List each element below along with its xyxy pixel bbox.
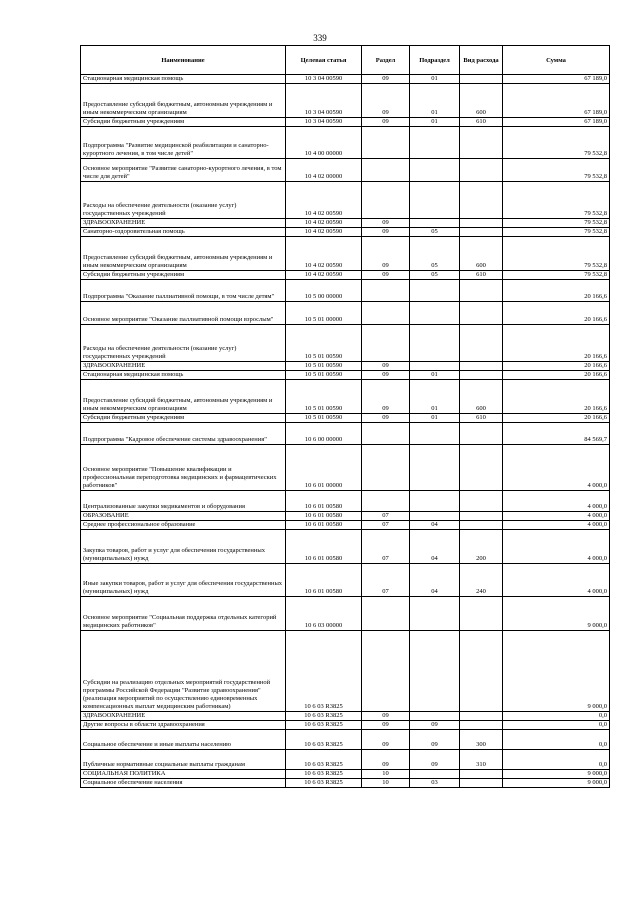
table-row — [81, 271, 610, 280]
cell-subsection — [410, 770, 460, 779]
table-row — [81, 423, 610, 445]
cell-name: Другие вопросы в области здравоохранения — [81, 721, 286, 730]
cell-name: Иные закупки товаров, работ и услуг для обеспечения государственных (муниципальных) нужд — [81, 564, 286, 597]
cell-code: 10 6 03 R3825 — [286, 779, 362, 788]
cell-expense-type — [460, 159, 503, 182]
cell-amount: 4 000,0 — [503, 521, 610, 530]
cell-subsection — [410, 712, 460, 721]
cell-amount: 4 000,0 — [503, 512, 610, 521]
cell-section: 09 — [362, 380, 410, 414]
header-code: Целевая статья — [286, 46, 362, 75]
cell-name: Среднее профессиональное образование — [81, 521, 286, 530]
cell-subsection: 04 — [410, 564, 460, 597]
cell-expense-type — [460, 445, 503, 491]
cell-section — [362, 491, 410, 512]
cell-expense-type — [460, 302, 503, 325]
cell-expense-type: 310 — [460, 750, 503, 770]
cell-code: 10 5 01 00000 — [286, 302, 362, 325]
cell-amount: 0,0 — [503, 750, 610, 770]
cell-subsection: 03 — [410, 779, 460, 788]
cell-code: 10 6 00 00000 — [286, 423, 362, 445]
cell-subsection — [410, 302, 460, 325]
cell-expense-type — [460, 362, 503, 371]
cell-expense-type — [460, 325, 503, 362]
cell-name: Основное мероприятие "Социальная поддержка отдельных категорий медицинских работников" — [81, 597, 286, 631]
cell-amount: 9 000,0 — [503, 779, 610, 788]
cell-amount: 20 166,6 — [503, 380, 610, 414]
table-row — [81, 414, 610, 423]
page-number: 339 — [313, 33, 327, 43]
table-row — [81, 721, 610, 730]
header-name: Наименование — [81, 46, 286, 75]
table-row — [81, 237, 610, 271]
cell-subsection — [410, 182, 460, 219]
cell-expense-type: 600 — [460, 237, 503, 271]
cell-subsection: 05 — [410, 271, 460, 280]
cell-amount: 4 000,0 — [503, 445, 610, 491]
cell-section: 09 — [362, 721, 410, 730]
cell-section — [362, 302, 410, 325]
cell-section: 09 — [362, 414, 410, 423]
cell-name: Субсидии бюджетным учреждениям — [81, 414, 286, 423]
cell-subsection: 01 — [410, 371, 460, 380]
cell-expense-type — [460, 491, 503, 512]
cell-amount: 4 000,0 — [503, 530, 610, 564]
cell-subsection — [410, 597, 460, 631]
cell-name: Основное мероприятие "Развитие санаторно-курортного лечения, в том числе для детей" — [81, 159, 286, 182]
cell-section: 09 — [362, 271, 410, 280]
table-row — [81, 159, 610, 182]
cell-subsection — [410, 219, 460, 228]
cell-amount: 20 166,6 — [503, 325, 610, 362]
cell-section — [362, 127, 410, 159]
cell-amount: 20 166,6 — [503, 280, 610, 302]
cell-amount: 79 532,8 — [503, 159, 610, 182]
table-row — [81, 491, 610, 512]
cell-expense-type: 610 — [460, 414, 503, 423]
cell-amount: 79 532,8 — [503, 228, 610, 237]
cell-code: 10 3 04 00590 — [286, 75, 362, 84]
cell-expense-type — [460, 280, 503, 302]
cell-expense-type — [460, 779, 503, 788]
cell-code: 10 4 00 00000 — [286, 127, 362, 159]
cell-section: 09 — [362, 75, 410, 84]
table-row — [81, 750, 610, 770]
cell-name: Подпрограмма "Кадровое обеспечение системы здравоохранения" — [81, 423, 286, 445]
table-row — [81, 325, 610, 362]
table-row — [81, 564, 610, 597]
header-subsection: Подраздел — [410, 46, 460, 75]
cell-subsection: 05 — [410, 237, 460, 271]
cell-amount: 20 166,6 — [503, 414, 610, 423]
cell-subsection — [410, 362, 460, 371]
cell-expense-type — [460, 228, 503, 237]
budget-table — [80, 45, 610, 788]
cell-amount: 20 166,6 — [503, 302, 610, 325]
header-section: Раздел — [362, 46, 410, 75]
cell-code: 10 6 03 R3825 — [286, 730, 362, 750]
cell-name: Основное мероприятие "Оказание паллиативной помощи взрослым" — [81, 302, 286, 325]
cell-code: 10 6 01 00000 — [286, 445, 362, 491]
cell-expense-type — [460, 770, 503, 779]
cell-section: 10 — [362, 770, 410, 779]
cell-name: Стационарная медицинская помощь — [81, 75, 286, 84]
table-row — [81, 779, 610, 788]
cell-subsection — [410, 491, 460, 512]
table-row — [81, 75, 610, 84]
cell-subsection: 09 — [410, 721, 460, 730]
cell-code: 10 5 01 00590 — [286, 414, 362, 423]
cell-code: 10 4 02 00590 — [286, 271, 362, 280]
cell-amount: 79 532,8 — [503, 127, 610, 159]
cell-name: Закупка товаров, работ и услуг для обеспечения государственных (муниципальных) нужд — [81, 530, 286, 564]
cell-amount: 79 532,8 — [503, 182, 610, 219]
table-row — [81, 380, 610, 414]
cell-subsection — [410, 280, 460, 302]
cell-section — [362, 423, 410, 445]
table-row — [81, 597, 610, 631]
cell-section: 09 — [362, 228, 410, 237]
cell-code: 10 6 03 00000 — [286, 597, 362, 631]
cell-expense-type — [460, 182, 503, 219]
cell-name: Публичные нормативные социальные выплаты гражданам — [81, 750, 286, 770]
cell-amount: 9 000,0 — [503, 631, 610, 712]
cell-section: 07 — [362, 564, 410, 597]
cell-section: 07 — [362, 512, 410, 521]
cell-name: Предоставление субсидий бюджетным, автономным учреждениям и иным некоммерческим организациям — [81, 84, 286, 118]
cell-name: СОЦИАЛЬНАЯ ПОЛИТИКА — [81, 770, 286, 779]
cell-section: 09 — [362, 237, 410, 271]
cell-amount: 79 532,8 — [503, 219, 610, 228]
cell-section: 07 — [362, 530, 410, 564]
table-row — [81, 362, 610, 371]
table-body — [81, 75, 610, 788]
table-row — [81, 302, 610, 325]
cell-name: Подпрограмма "Оказание паллиативной помощи, в том числе детям" — [81, 280, 286, 302]
cell-subsection: 01 — [410, 380, 460, 414]
cell-name: Подпрограмма "Развитие медицинской реабилитации и санаторно-курортного лечения, в том числе детей" — [81, 127, 286, 159]
cell-code: 10 5 00 00000 — [286, 280, 362, 302]
cell-code: 10 6 03 R3825 — [286, 770, 362, 779]
cell-name: Предоставление субсидий бюджетным, автономным учреждениям и иным некоммерческим организациям — [81, 380, 286, 414]
cell-subsection — [410, 445, 460, 491]
cell-name: Субсидии бюджетным учреждениям — [81, 271, 286, 280]
cell-amount: 67 189,0 — [503, 84, 610, 118]
cell-code: 10 5 01 00590 — [286, 371, 362, 380]
table-row — [81, 219, 610, 228]
cell-name: Социальное обеспечение населения — [81, 779, 286, 788]
cell-code: 10 3 04 00590 — [286, 84, 362, 118]
cell-expense-type — [460, 721, 503, 730]
cell-code: 10 3 04 00590 — [286, 118, 362, 127]
cell-subsection: 01 — [410, 414, 460, 423]
cell-code: 10 5 01 00590 — [286, 380, 362, 414]
cell-code: 10 6 01 00580 — [286, 564, 362, 597]
header-expense-type: Вид расхода — [460, 46, 503, 75]
cell-amount: 0,0 — [503, 712, 610, 721]
cell-code: 10 5 01 00590 — [286, 362, 362, 371]
cell-expense-type — [460, 127, 503, 159]
cell-name: Социальное обеспечение и иные выплаты населению — [81, 730, 286, 750]
cell-name: Основное мероприятие "Повышение квалификации и профессиональная переподготовка медицинских и фармацевтических работников" — [81, 445, 286, 491]
cell-name: Централизованные закупки медикаментов и оборудования — [81, 491, 286, 512]
cell-section — [362, 597, 410, 631]
cell-code: 10 4 02 00590 — [286, 219, 362, 228]
cell-subsection: 09 — [410, 730, 460, 750]
cell-expense-type: 610 — [460, 271, 503, 280]
cell-section: 09 — [362, 730, 410, 750]
table-row — [81, 127, 610, 159]
cell-subsection: 01 — [410, 118, 460, 127]
cell-section: 09 — [362, 371, 410, 380]
cell-subsection: 09 — [410, 750, 460, 770]
cell-section — [362, 631, 410, 712]
cell-name: ЗДРАВООХРАНЕНИЕ — [81, 219, 286, 228]
cell-code: 10 6 01 00580 — [286, 530, 362, 564]
table-row — [81, 730, 610, 750]
cell-amount: 9 000,0 — [503, 770, 610, 779]
cell-section: 10 — [362, 779, 410, 788]
cell-amount: 67 189,0 — [503, 118, 610, 127]
header-amount: Сумма — [503, 46, 610, 75]
cell-expense-type: 300 — [460, 730, 503, 750]
cell-amount: 20 166,6 — [503, 371, 610, 380]
cell-code: 10 6 03 R3825 — [286, 712, 362, 721]
cell-code: 10 6 01 00580 — [286, 521, 362, 530]
table-row — [81, 521, 610, 530]
cell-subsection: 01 — [410, 84, 460, 118]
cell-subsection: 05 — [410, 228, 460, 237]
cell-amount: 4 000,0 — [503, 564, 610, 597]
cell-subsection — [410, 127, 460, 159]
table-row — [81, 530, 610, 564]
table-row — [81, 445, 610, 491]
table-row — [81, 770, 610, 779]
cell-section: 09 — [362, 219, 410, 228]
cell-amount: 67 189,0 — [503, 75, 610, 84]
table-row — [81, 182, 610, 219]
cell-amount: 79 532,8 — [503, 271, 610, 280]
cell-name: Расходы на обеспечение деятельности (оказание услуг) государственных учреждений — [81, 182, 286, 219]
cell-section: 09 — [362, 84, 410, 118]
table-row — [81, 712, 610, 721]
cell-code: 10 4 02 00590 — [286, 237, 362, 271]
cell-name: Субсидии бюджетным учреждениям — [81, 118, 286, 127]
cell-expense-type — [460, 219, 503, 228]
cell-expense-type — [460, 423, 503, 445]
table-row — [81, 631, 610, 712]
cell-name: ЗДРАВООХРАНЕНИЕ — [81, 712, 286, 721]
cell-code: 10 4 02 00590 — [286, 182, 362, 219]
cell-expense-type — [460, 512, 503, 521]
cell-name: Субсидии на реализацию отдельных мероприятий государственной программы Российской Федерации "Развитие здравоохранения" (реализация мероприятий по осуществлению единовременных компенсационных выплат медицинским работникам) — [81, 631, 286, 712]
cell-expense-type: 240 — [460, 564, 503, 597]
cell-expense-type: 600 — [460, 380, 503, 414]
cell-code: 10 6 03 R3825 — [286, 721, 362, 730]
cell-expense-type — [460, 712, 503, 721]
cell-code: 10 4 02 00000 — [286, 159, 362, 182]
cell-subsection — [410, 512, 460, 521]
cell-name: ЗДРАВООХРАНЕНИЕ — [81, 362, 286, 371]
table-row — [81, 280, 610, 302]
table-row — [81, 84, 610, 118]
cell-amount: 9 000,0 — [503, 597, 610, 631]
cell-section — [362, 159, 410, 182]
cell-amount: 4 000,0 — [503, 491, 610, 512]
cell-amount: 79 532,8 — [503, 237, 610, 271]
cell-expense-type — [460, 75, 503, 84]
cell-amount: 20 166,6 — [503, 362, 610, 371]
cell-amount: 84 569,7 — [503, 423, 610, 445]
cell-subsection — [410, 325, 460, 362]
cell-code: 10 5 01 00590 — [286, 325, 362, 362]
cell-code: 10 6 03 R3825 — [286, 750, 362, 770]
cell-subsection: 04 — [410, 521, 460, 530]
cell-section — [362, 445, 410, 491]
cell-name: Санаторно-оздоровительная помощь — [81, 228, 286, 237]
cell-name: Стационарная медицинская помощь — [81, 371, 286, 380]
table-row — [81, 228, 610, 237]
cell-section — [362, 182, 410, 219]
cell-code: 10 6 01 00580 — [286, 512, 362, 521]
cell-expense-type: 600 — [460, 84, 503, 118]
cell-amount: 0,0 — [503, 721, 610, 730]
cell-name: Расходы на обеспечение деятельности (оказание услуг) государственных учреждений — [81, 325, 286, 362]
cell-expense-type: 610 — [460, 118, 503, 127]
cell-section — [362, 280, 410, 302]
cell-expense-type — [460, 521, 503, 530]
table-header-row — [81, 46, 610, 75]
cell-section: 09 — [362, 362, 410, 371]
cell-name: ОБРАЗОВАНИЕ — [81, 512, 286, 521]
cell-subsection: 01 — [410, 75, 460, 84]
cell-code: 10 6 03 R3825 — [286, 631, 362, 712]
cell-section: 07 — [362, 521, 410, 530]
cell-code: 10 6 01 00580 — [286, 491, 362, 512]
cell-section: 09 — [362, 118, 410, 127]
table-row — [81, 118, 610, 127]
cell-section — [362, 325, 410, 362]
cell-section: 09 — [362, 712, 410, 721]
cell-expense-type — [460, 597, 503, 631]
cell-expense-type — [460, 631, 503, 712]
table-row — [81, 371, 610, 380]
cell-section: 09 — [362, 750, 410, 770]
cell-amount: 0,0 — [503, 730, 610, 750]
cell-expense-type: 200 — [460, 530, 503, 564]
cell-name: Предоставление субсидий бюджетным, автономным учреждениям и иным некоммерческим организациям — [81, 237, 286, 271]
cell-expense-type — [460, 371, 503, 380]
cell-subsection — [410, 631, 460, 712]
cell-subsection — [410, 423, 460, 445]
cell-code: 10 4 02 00590 — [286, 228, 362, 237]
cell-subsection: 04 — [410, 530, 460, 564]
table-row — [81, 512, 610, 521]
cell-subsection — [410, 159, 460, 182]
